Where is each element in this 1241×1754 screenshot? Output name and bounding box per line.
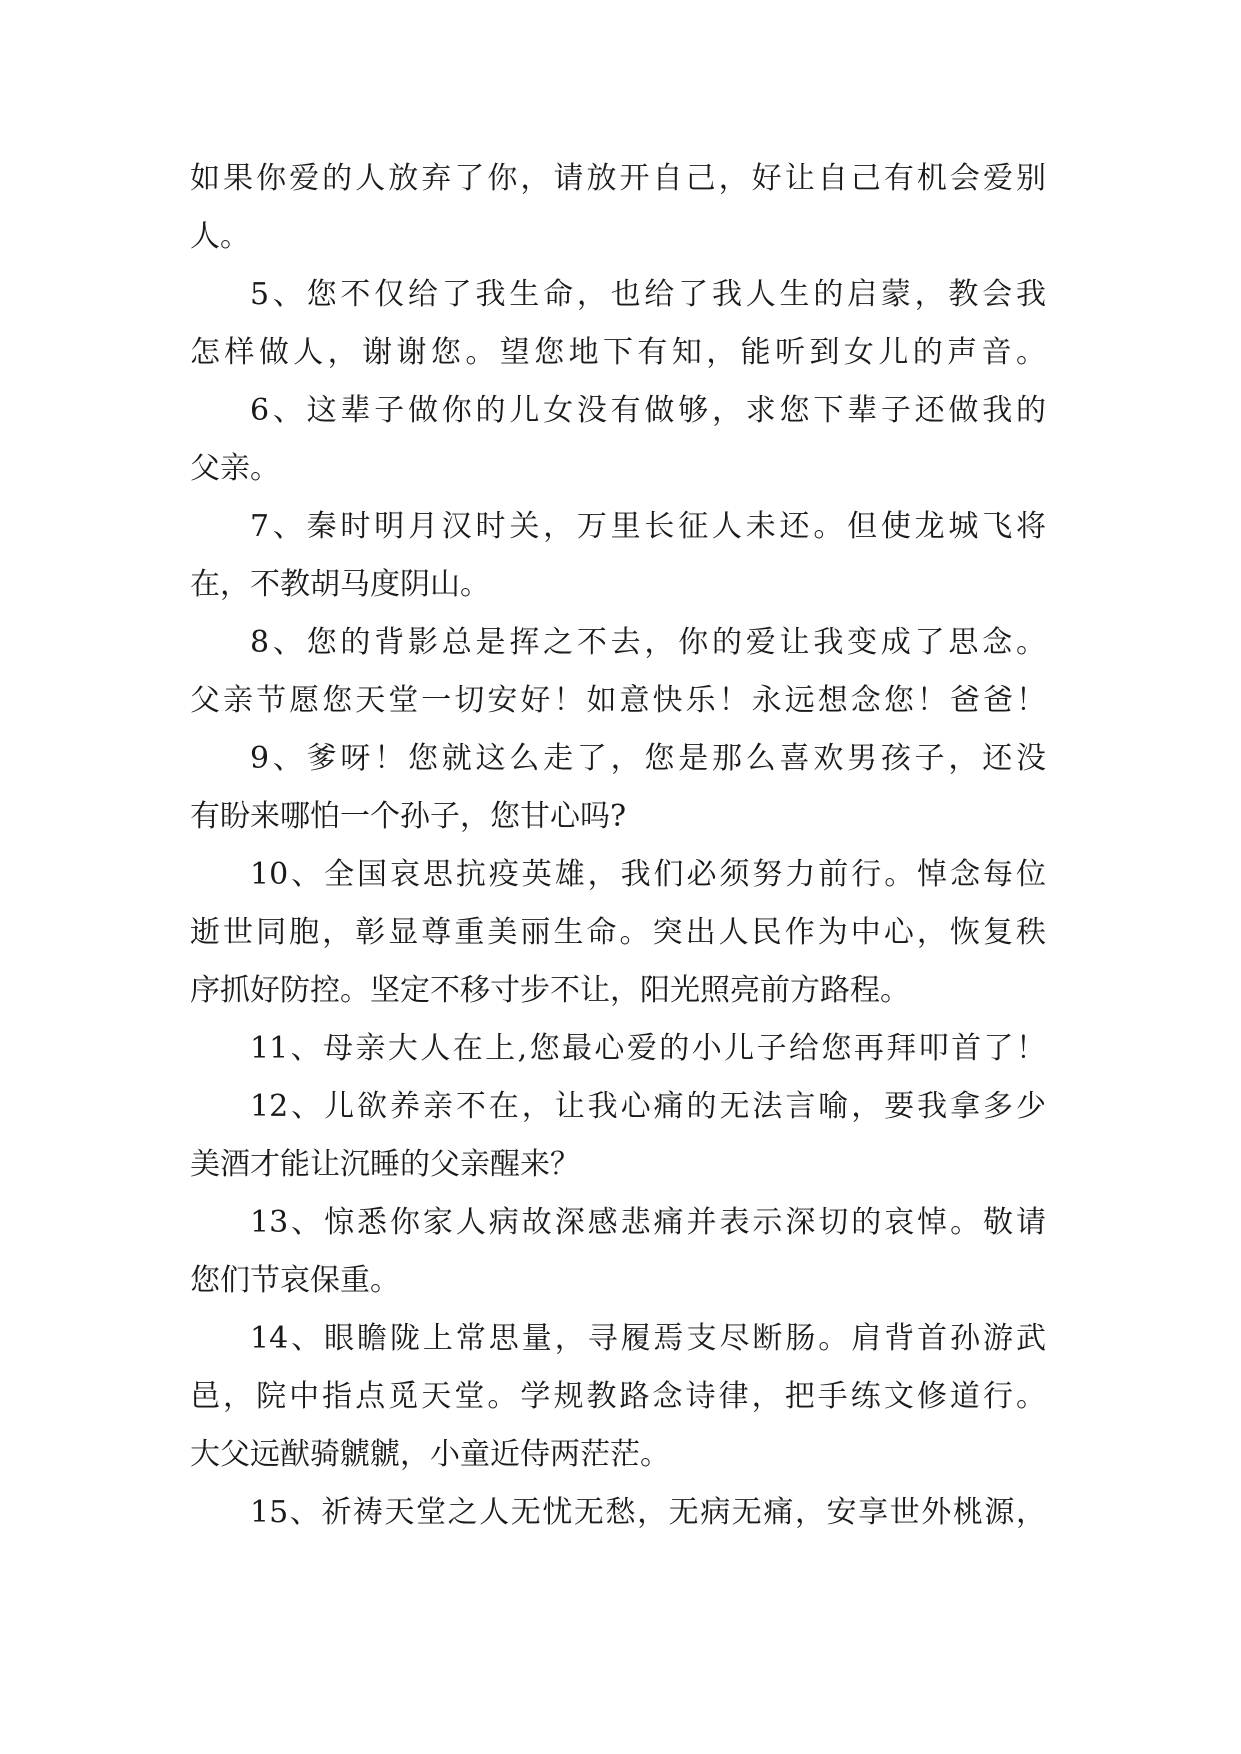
text-line: 9、爹呀！您就这么走了，您是那么喜欢男孩子，还没	[250, 741, 1046, 776]
text-line: 8、您的背影总是挥之不去，你的爱让我变成了思念。	[250, 625, 1046, 660]
text-line: 父亲节愿您天堂一切安好！如意快乐！永远想念您！爸爸！	[190, 683, 1046, 718]
document-body	[190, 150, 1046, 1542]
text-line: 12、儿欲养亲不在，让我心痛的无法言喻，要我拿多少	[250, 1089, 1046, 1124]
text-line: 6、这辈子做你的儿女没有做够，求您下辈子还做我的	[250, 393, 1046, 428]
text-line: 10、全国哀思抗疫英雄，我们必须努力前行。悼念每位	[250, 857, 1046, 892]
text-line: 13、惊悉你家人病故深感悲痛并表示深切的哀悼。敬请	[250, 1205, 1046, 1240]
text-line: 有盼来哪怕一个孙子，您甘心吗?	[190, 799, 627, 834]
text-line: 14、眼瞻陇上常思量，寻履焉支尽断肠。肩背首孙游武	[250, 1321, 1046, 1356]
text-line: 大父远猷骑虩虩，小童近侍两茫茫。	[190, 1437, 670, 1472]
text-line: 15、祈祷天堂之人无忧无愁，无病无痛，安享世外桃源，	[250, 1495, 1046, 1530]
text-line: 父亲。	[190, 451, 280, 486]
text-line: 怎样做人，谢谢您。望您地下有知，能听到女儿的声音。	[190, 335, 1046, 370]
text-line: 序抓好防控。坚定不移寸步不让，阳光照亮前方路程。	[190, 973, 910, 1008]
text-line: 逝世同胞，彰显尊重美丽生命。突出人民作为中心，恢复秩	[190, 915, 1046, 950]
text-line: 在，不教胡马度阴山。	[190, 567, 490, 602]
text-line: 邑，院中指点觅天堂。学规教路念诗律，把手练文修道行。	[190, 1379, 1046, 1414]
text-line: 11、母亲大人在上,您最心爱的小儿子给您再拜叩首了！	[250, 1031, 1046, 1066]
text-line: 美酒才能让沉睡的父亲醒来？	[190, 1147, 580, 1182]
text-line: 7、秦时明月汉时关，万里长征人未还。但使龙城飞将	[250, 509, 1046, 544]
text-line: 如果你爱的人放弃了你，请放开自己，好让自己有机会爱别	[190, 161, 1046, 196]
text-line: 5、您不仅给了我生命，也给了我人生的启蒙，教会我	[250, 277, 1046, 312]
text-line: 人。	[190, 219, 250, 254]
text-line: 您们节哀保重。	[190, 1263, 400, 1298]
